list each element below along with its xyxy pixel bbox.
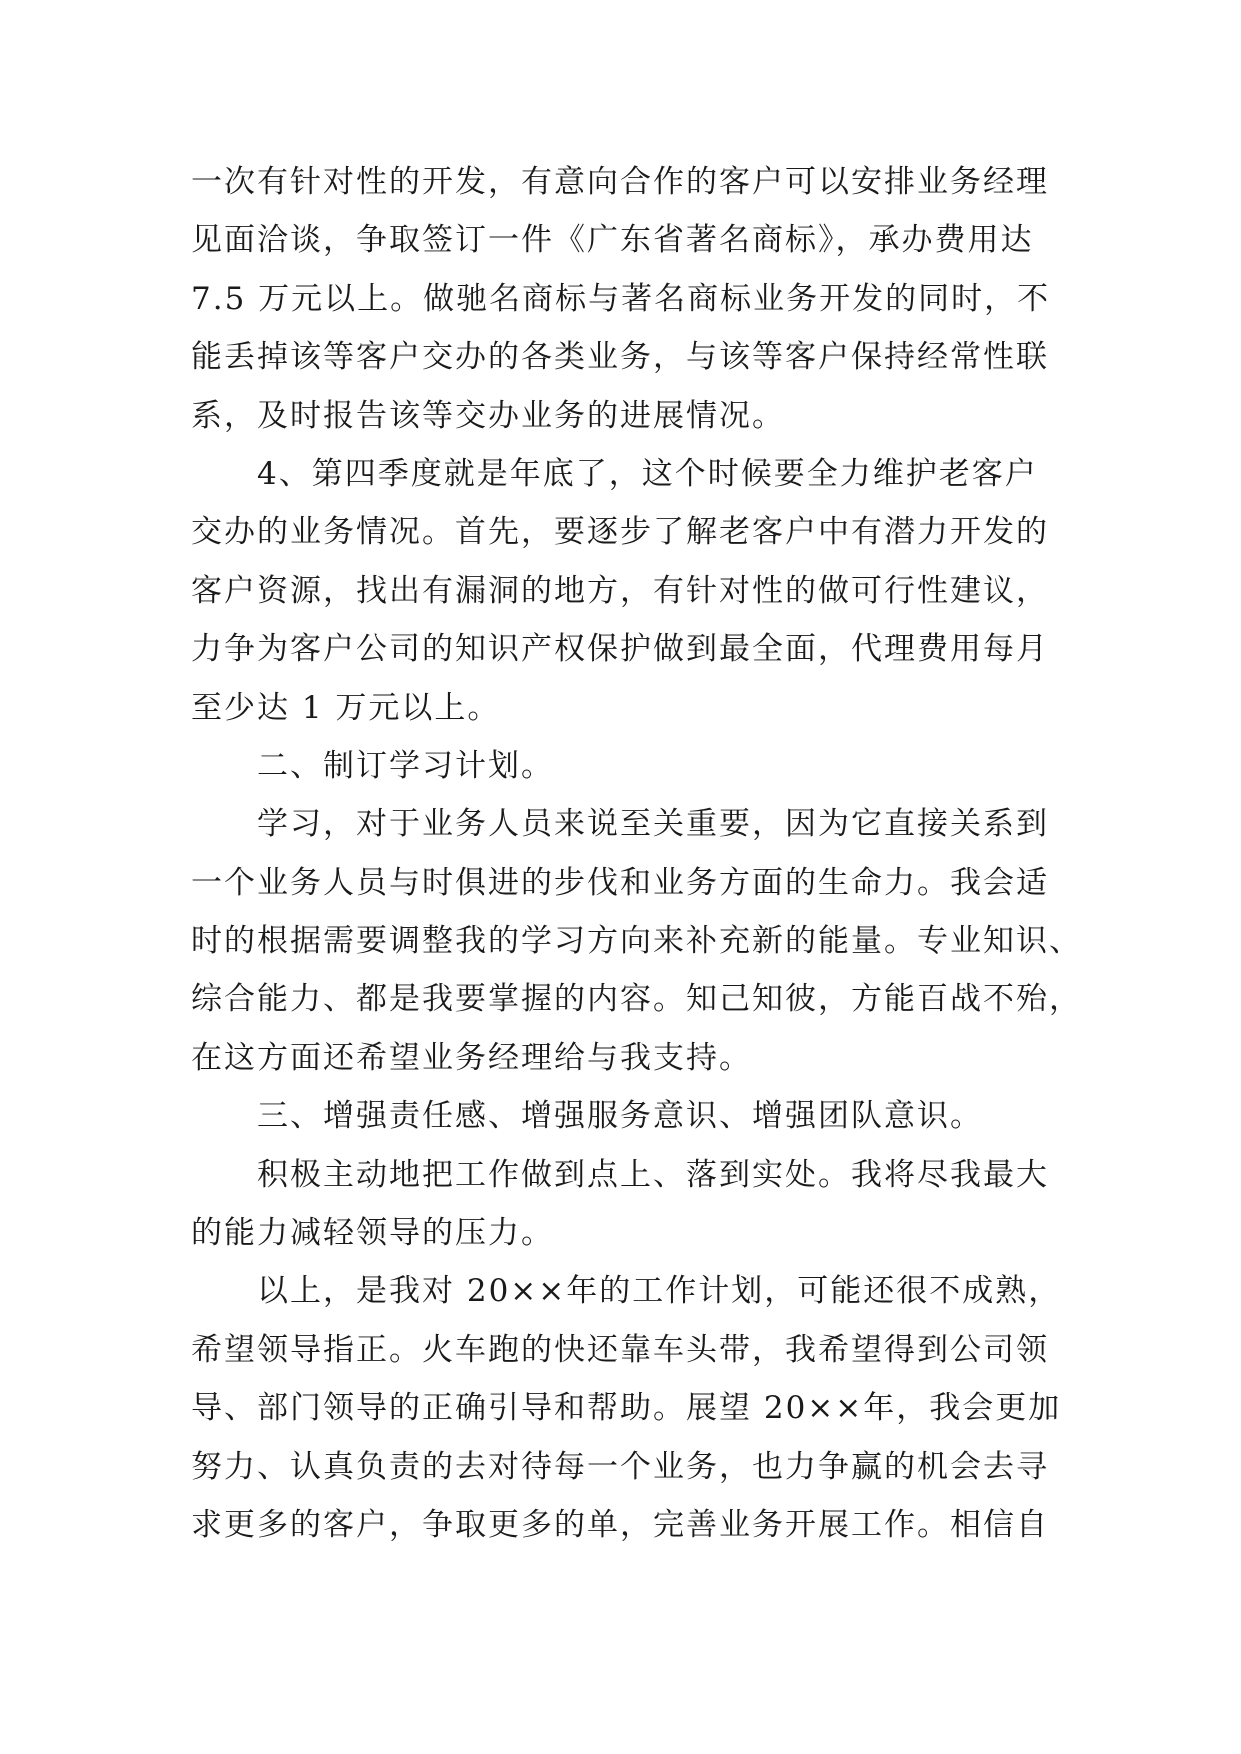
text-line: 能丢掉该等客户交办的各类业务，与该等客户保持经常性联 bbox=[191, 339, 1049, 376]
text-line: 客户资源，找出有漏洞的地方，有针对性的做可行性建议， bbox=[191, 572, 1049, 609]
text-line: 7.5 万元以上。做驰名商标与著名商标业务开发的同时，不 bbox=[191, 280, 1051, 317]
text-line: 求更多的客户，争取更多的单，完善业务开展工作。相信自 bbox=[191, 1506, 1049, 1543]
text-line: 系，及时报告该等交办业务的进展情况。 bbox=[191, 397, 785, 434]
text-line: 学习，对于业务人员来说至关重要，因为它直接关系到 bbox=[257, 806, 1049, 843]
text-line: 一个业务人员与时俱进的步伐和业务方面的生命力。我会适 bbox=[191, 864, 1049, 901]
text-line: 希望领导指正。火车跑的快还靠车头带，我希望得到公司领 bbox=[191, 1331, 1049, 1368]
text-line: 一次有针对性的开发，有意向合作的客户可以安排业务经理 bbox=[191, 164, 1049, 200]
text-line: 的能力减轻领导的压力。 bbox=[191, 1215, 554, 1252]
text-line: 至少达 1 万元以上。 bbox=[191, 689, 501, 726]
text-line: 交办的业务情况。首先，要逐步了解老客户中有潜力开发的 bbox=[191, 514, 1049, 551]
text-line: 力争为客户公司的知识产权保护做到最全面，代理费用每月 bbox=[191, 631, 1049, 668]
text-line: 努力、认真负责的去对待每一个业务，也力争赢的机会去寻 bbox=[191, 1448, 1049, 1485]
section-heading: 三、增强责任感、增强服务意识、增强团队意识。 bbox=[257, 1098, 983, 1135]
text-line: 以上，是我对 20××年的工作计划，可能还很不成熟， bbox=[257, 1273, 1062, 1310]
text-line: 时的根据需要调整我的学习方向来补充新的能量。专业知识、 bbox=[191, 923, 1082, 960]
text-line: 在这方面还希望业务经理给与我支持。 bbox=[191, 1039, 752, 1076]
text-line: 综合能力、都是我要掌握的内容。知己知彼，方能百战不殆， bbox=[191, 981, 1082, 1018]
section-heading: 二、制订学习计划。 bbox=[257, 747, 554, 784]
body-text bbox=[191, 153, 1082, 1554]
text-line: 4、第四季度就是年底了，这个时候要全力维护老客户 bbox=[257, 455, 1038, 492]
text-line: 导、部门领导的正确引导和帮助。展望 20××年，我会更加 bbox=[191, 1390, 1062, 1427]
text-line: 积极主动地把工作做到点上、落到实处。我将尽我最大 bbox=[257, 1156, 1049, 1193]
text-line: 见面洽谈，争取签订一件《广东省著名商标》，承办费用达 bbox=[191, 222, 1034, 259]
